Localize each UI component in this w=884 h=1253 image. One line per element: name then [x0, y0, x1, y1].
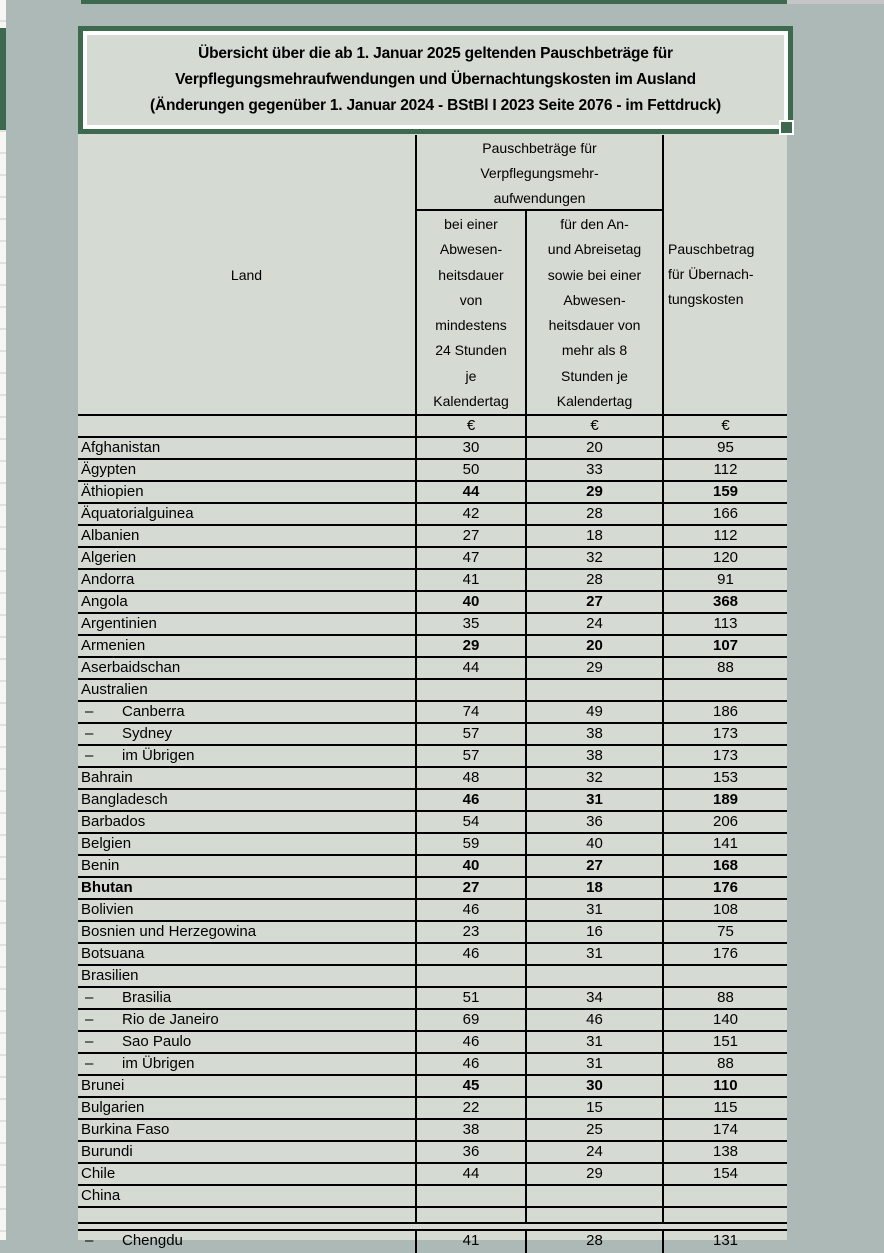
cell-8h[interactable]: 31 — [525, 944, 662, 964]
cell-land[interactable]: Botsuana — [81, 945, 145, 962]
title-box[interactable]: Übersicht über die ab 1. Januar 2025 geltenden Pauschbeträge für Verpflegungsmehraufwendungen und Übernachtungskosten im Ausland (Änderungen gegenüber 1. Januar 2024 - BStBl I 2023 Seite 2076 - im Fettdruck) — [78, 26, 793, 134]
table-row — [78, 878, 787, 900]
cell-land[interactable] — [78, 1231, 415, 1253]
cell-8h[interactable]: 32 — [525, 768, 662, 788]
table-row-group — [78, 680, 787, 702]
cell-8h[interactable]: 36 — [525, 812, 662, 832]
cell-land[interactable]: Brunei — [81, 1077, 125, 1094]
cell-24h[interactable] — [415, 680, 525, 700]
cell-overnight[interactable]: 88 — [662, 658, 787, 678]
table-row — [78, 702, 787, 724]
cell-24h[interactable]: 40 — [415, 856, 525, 876]
header-group-meal-allowances[interactable]: Pauschbeträge für Verpflegungsmehr- aufwendungen — [417, 135, 662, 211]
cell-24h[interactable]: 50 — [415, 460, 525, 480]
cell-24h[interactable]: 57 — [415, 746, 525, 766]
cell-24h[interactable]: 22 — [415, 1098, 525, 1118]
cell-24h[interactable]: 46 — [415, 1032, 525, 1052]
allowance-table — [78, 135, 787, 1224]
table-row — [78, 922, 787, 944]
cell-land[interactable]: Bahrain — [81, 769, 133, 786]
cell-8h[interactable] — [525, 1186, 662, 1206]
cell-overnight[interactable]: 186 — [662, 702, 787, 722]
header-col-24h[interactable]: bei einer Abwesen- heitsdauer von mindestens 24 Stunden je Kalendertag — [433, 216, 509, 410]
cell-24h[interactable]: 74 — [415, 702, 525, 722]
table-row — [78, 592, 787, 614]
cell-24h[interactable]: 42 — [415, 504, 525, 524]
cell-land[interactable]: Burundi — [81, 1143, 133, 1160]
cell-overnight[interactable]: 154 — [662, 1164, 787, 1184]
cell-24h[interactable]: 44 — [415, 658, 525, 678]
cell-8h[interactable]: 28 — [525, 570, 662, 590]
table-row — [78, 548, 787, 570]
cell-24h[interactable]: 46 — [415, 790, 525, 810]
cell-overnight[interactable]: 107 — [662, 636, 787, 656]
table-row — [78, 1010, 787, 1032]
city-name: Brasilia — [122, 989, 172, 1006]
cell-overnight[interactable]: 141 — [662, 834, 787, 854]
cell-overnight[interactable]: 95 — [662, 438, 787, 458]
cell-overnight[interactable]: 138 — [662, 1142, 787, 1162]
cell-land[interactable] — [78, 1010, 415, 1030]
cell-land[interactable]: Bolivien — [81, 901, 134, 918]
cell-8h[interactable]: 24 — [525, 1142, 662, 1162]
cell-land[interactable]: Äquatorialguinea — [81, 505, 194, 522]
cell-8h[interactable] — [525, 1208, 662, 1222]
cell-24h[interactable]: 51 — [415, 988, 525, 1008]
table-row — [78, 1098, 787, 1120]
cell-land[interactable]: Algerien — [81, 549, 137, 566]
cell-24h[interactable]: 41 — [415, 570, 525, 590]
table-header — [78, 135, 787, 416]
city-dash: – — [85, 1033, 94, 1050]
table-row — [78, 636, 787, 658]
cell-overnight[interactable]: 176 — [662, 878, 787, 898]
table-row — [78, 1076, 787, 1098]
cell-overnight[interactable]: 173 — [662, 724, 787, 744]
cell-24h[interactable]: 36 — [415, 1142, 525, 1162]
city-dash: – — [85, 725, 94, 742]
cell-land[interactable] — [78, 988, 415, 1008]
cell-overnight[interactable]: 166 — [662, 504, 787, 524]
cell-8h[interactable]: 16 — [525, 922, 662, 942]
table-row — [78, 658, 787, 680]
cell-8h[interactable]: 31 — [525, 1032, 662, 1052]
table-row — [78, 1054, 787, 1076]
city-dash: – — [85, 1055, 94, 1072]
cell-land[interactable] — [78, 1208, 415, 1222]
currency-cell-8h[interactable]: € — [525, 416, 662, 436]
cell-overnight[interactable] — [662, 1186, 787, 1206]
header-col-overnight[interactable]: Pauschbetrag für Übernach- tungskosten — [662, 135, 787, 414]
table-row — [78, 724, 787, 746]
cell-8h[interactable]: 18 — [525, 526, 662, 546]
cell-8h[interactable]: 18 — [525, 878, 662, 898]
table-row — [78, 504, 787, 526]
cell-24h[interactable]: 44 — [415, 482, 525, 502]
table-row — [78, 768, 787, 790]
cell-land[interactable] — [78, 1032, 415, 1052]
table-row — [78, 1164, 787, 1186]
cell-24h[interactable]: 46 — [415, 1054, 525, 1074]
table-row — [78, 746, 787, 768]
city-dash: – — [85, 989, 94, 1006]
table-row — [78, 1032, 787, 1054]
cell-overnight[interactable]: 206 — [662, 812, 787, 832]
cell-24h[interactable]: 46 — [415, 944, 525, 964]
cell-24h[interactable]: 40 — [415, 592, 525, 612]
cell-8h[interactable]: 49 — [525, 702, 662, 722]
table-row — [78, 988, 787, 1010]
cell-overnight[interactable]: 189 — [662, 790, 787, 810]
cell-8h[interactable]: 25 — [525, 1120, 662, 1140]
table-row — [78, 1120, 787, 1142]
city-dash: – — [85, 1232, 94, 1249]
cell-land[interactable]: Afghanistan — [81, 439, 161, 456]
cell-24h[interactable]: 59 — [415, 834, 525, 854]
cell-24h[interactable]: 48 — [415, 768, 525, 788]
table-row — [78, 526, 787, 548]
table-continuation-next-page — [78, 1229, 787, 1249]
cell-land[interactable]: Angola — [81, 593, 128, 610]
table-body — [78, 438, 787, 1224]
cell-24h[interactable]: 46 — [415, 900, 525, 920]
cell-24h[interactable]: 44 — [415, 1164, 525, 1184]
cell-8h[interactable]: 40 — [525, 834, 662, 854]
cell-8h[interactable]: 31 — [525, 900, 662, 920]
cell-24h[interactable]: 35 — [415, 614, 525, 634]
city-name: Canberra — [122, 703, 185, 720]
cell-overnight[interactable]: 112 — [662, 460, 787, 480]
cell-8h[interactable]: 20 — [525, 636, 662, 656]
sheet-edge-row-strip — [0, 0, 6, 1240]
table-row — [78, 570, 787, 592]
cell-24h[interactable]: 54 — [415, 812, 525, 832]
cell-24h[interactable]: 69 — [415, 1010, 525, 1030]
table-row — [78, 1142, 787, 1164]
cell-8h[interactable]: 34 — [525, 988, 662, 1008]
selection-handle[interactable] — [779, 120, 794, 135]
cell-24h[interactable]: 57 — [415, 724, 525, 744]
table-row — [78, 482, 787, 504]
cell-land[interactable]: Brasilien — [81, 967, 139, 984]
cell-land[interactable] — [78, 746, 415, 766]
city-name: Rio de Janeiro — [122, 1011, 219, 1028]
cell-land[interactable]: Barbados — [81, 813, 146, 830]
cell-overnight[interactable]: 174 — [662, 1120, 787, 1140]
cell-overnight[interactable]: 88 — [662, 1054, 787, 1074]
cell-24h[interactable]: 27 — [415, 878, 525, 898]
window-edge-strip — [787, 0, 884, 4]
selection-border-top-fragment — [81, 0, 787, 4]
cell-8h[interactable]: 38 — [525, 724, 662, 744]
cell-8h[interactable]: 46 — [525, 1010, 662, 1030]
cell-24h[interactable] — [415, 1208, 525, 1222]
cell-land[interactable] — [78, 724, 415, 744]
table-row — [78, 1231, 787, 1253]
table-row-group — [78, 966, 787, 988]
cell-land[interactable]: Bhutan — [81, 879, 133, 896]
cell-24h[interactable] — [415, 1186, 525, 1206]
cell-overnight[interactable]: 120 — [662, 548, 787, 568]
currency-row — [78, 416, 787, 438]
table-row-group — [78, 1186, 787, 1208]
cell-land[interactable]: Bosnien und Herzegowina — [81, 923, 257, 940]
cell-overnight[interactable]: 91 — [662, 570, 787, 590]
cell-8h[interactable]: 27 — [525, 856, 662, 876]
cell-land[interactable]: Aserbaidschan — [81, 659, 181, 676]
table-row — [78, 614, 787, 636]
header-col-8h[interactable]: für den An- und Abreisetag sowie bei einer Abwesen- heitsdauer von mehr als 8 Stunden je Kalendertag — [525, 211, 662, 414]
cell-8h[interactable] — [525, 966, 662, 986]
city-dash: – — [85, 1011, 94, 1028]
table-row — [78, 900, 787, 922]
cell-land[interactable]: Benin — [81, 857, 120, 874]
cell-overnight[interactable]: 131 — [662, 1231, 787, 1253]
cell-land[interactable]: Bulgarien — [81, 1099, 145, 1116]
cell-overnight[interactable]: 153 — [662, 768, 787, 788]
cell-overnight[interactable] — [662, 1208, 787, 1222]
table-row — [78, 790, 787, 812]
cell-8h[interactable]: 33 — [525, 460, 662, 480]
cell-overnight[interactable]: 112 — [662, 526, 787, 546]
cell-8h[interactable]: 29 — [525, 1164, 662, 1184]
cell-8h[interactable] — [525, 680, 662, 700]
currency-cell-empty[interactable] — [78, 416, 415, 436]
selection-border-left-fragment — [0, 28, 6, 130]
cell-overnight[interactable] — [662, 966, 787, 986]
city-name: im Übrigen — [122, 1055, 195, 1072]
cell-8h[interactable]: 29 — [525, 658, 662, 678]
cell-land[interactable]: Bangladesch — [81, 791, 168, 808]
cell-8h[interactable]: 27 — [525, 592, 662, 612]
cell-land[interactable] — [78, 1054, 415, 1074]
cell-24h[interactable]: 27 — [415, 526, 525, 546]
city-dash: – — [85, 747, 94, 764]
cell-24h[interactable]: 23 — [415, 922, 525, 942]
cell-24h[interactable]: 47 — [415, 548, 525, 568]
cell-overnight[interactable]: 110 — [662, 1076, 787, 1096]
cell-24h[interactable] — [415, 966, 525, 986]
table-row — [78, 944, 787, 966]
cell-8h[interactable]: 20 — [525, 438, 662, 458]
table-row — [78, 438, 787, 460]
table-row — [78, 856, 787, 878]
table-continuation-body — [78, 1231, 787, 1253]
cell-24h[interactable]: 45 — [415, 1076, 525, 1096]
cell-overnight[interactable]: 368 — [662, 592, 787, 612]
cell-8h[interactable]: 24 — [525, 614, 662, 634]
cell-land[interactable]: China — [81, 1187, 121, 1204]
cell-land[interactable]: Armenien — [81, 637, 146, 654]
cell-overnight[interactable]: 168 — [662, 856, 787, 876]
cell-overnight[interactable]: 173 — [662, 746, 787, 766]
cell-overnight[interactable] — [662, 680, 787, 700]
cell-land[interactable]: Argentinien — [81, 615, 157, 632]
cell-land[interactable]: Belgien — [81, 835, 132, 852]
cell-land[interactable]: Australien — [81, 681, 148, 698]
cell-overnight[interactable]: 140 — [662, 1010, 787, 1030]
cell-8h[interactable]: 30 — [525, 1076, 662, 1096]
table-row-empty — [78, 1208, 787, 1224]
cell-24h[interactable]: 30 — [415, 438, 525, 458]
city-name: Sydney — [122, 725, 173, 742]
cell-overnight[interactable]: 88 — [662, 988, 787, 1008]
cell-8h[interactable]: 28 — [525, 1231, 662, 1253]
cell-land[interactable] — [78, 702, 415, 722]
cell-24h[interactable]: 29 — [415, 636, 525, 656]
city-name: Sao Paulo — [122, 1033, 192, 1050]
cell-overnight[interactable]: 113 — [662, 614, 787, 634]
cell-overnight[interactable]: 115 — [662, 1098, 787, 1118]
cell-overnight[interactable]: 176 — [662, 944, 787, 964]
cell-8h[interactable]: 28 — [525, 504, 662, 524]
city-name: im Übrigen — [122, 747, 195, 764]
cell-land[interactable]: Burkina Faso — [81, 1121, 170, 1138]
cell-24h[interactable]: 41 — [415, 1231, 525, 1253]
table-row — [78, 460, 787, 482]
cell-land[interactable]: Chile — [81, 1165, 116, 1182]
cell-overnight[interactable]: 108 — [662, 900, 787, 920]
city-name: Chengdu — [122, 1232, 183, 1249]
cell-overnight[interactable]: 75 — [662, 922, 787, 942]
currency-cell-24h[interactable]: € — [415, 416, 525, 436]
cell-land[interactable]: Albanien — [81, 527, 140, 544]
cell-8h[interactable]: 38 — [525, 746, 662, 766]
cell-8h[interactable]: 31 — [525, 790, 662, 810]
table-row — [78, 834, 787, 856]
header-land[interactable]: Land — [230, 266, 263, 283]
cell-8h[interactable]: 29 — [525, 482, 662, 502]
cell-overnight[interactable]: 159 — [662, 482, 787, 502]
city-dash: – — [85, 703, 94, 720]
cell-8h[interactable]: 32 — [525, 548, 662, 568]
currency-cell-overnight[interactable]: € — [662, 416, 787, 436]
cell-land[interactable]: Ägypten — [81, 461, 137, 478]
cell-land[interactable]: Äthiopien — [81, 483, 144, 500]
cell-8h[interactable]: 31 — [525, 1054, 662, 1074]
cell-8h[interactable]: 15 — [525, 1098, 662, 1118]
cell-land[interactable]: Andorra — [81, 571, 135, 588]
cell-overnight[interactable]: 151 — [662, 1032, 787, 1052]
table-row — [78, 812, 787, 834]
cell-24h[interactable]: 38 — [415, 1120, 525, 1140]
